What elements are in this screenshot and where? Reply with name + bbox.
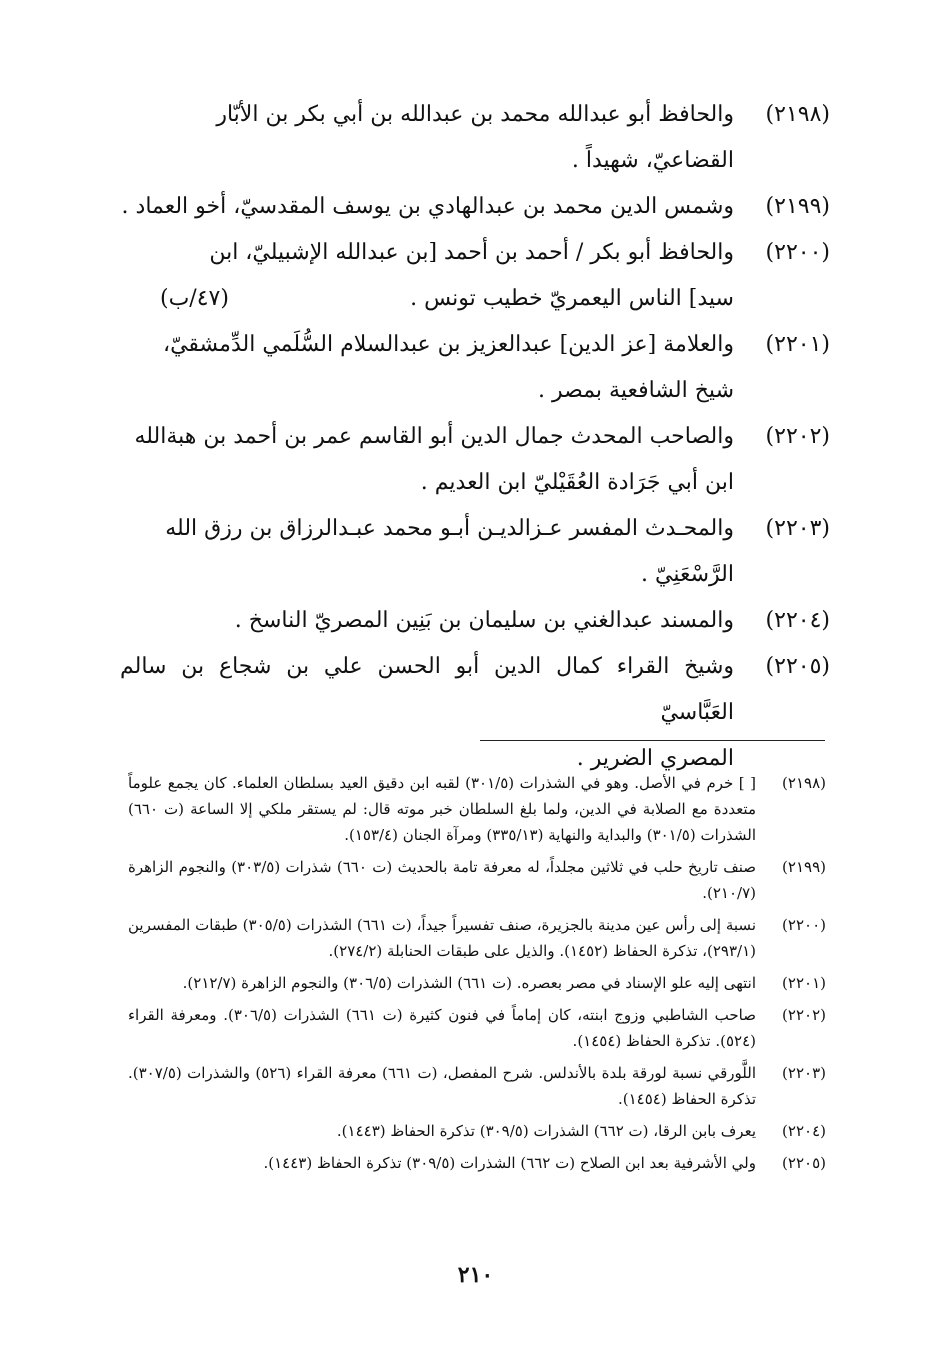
footnote-2202: [128, 1002, 826, 1054]
entry-2201: [120, 322, 830, 414]
footnote-text: صنف تاريخ حلب في ثلاثين مجلداً، له معرفة تامة بالحديث (ت ٦٦٠) شذرات (٣٠٣/٥) والنجوم الزاهرة (٢١٠/٧).: [128, 858, 756, 902]
entry-text: [120, 230, 734, 322]
footnote-text: صاحب الشاطبي وزوج ابنته، كان إماماً في فنون كثيرة (ت ٦٦١) الشذرات (٣٠٦/٥). ومعرفة القراء (٥٢٤). تذكرة الحفاظ (١٤٥٤).: [128, 1006, 756, 1050]
entry-line: الرَّسْعَنِيّ .: [641, 562, 734, 587]
entry-number: (٢١٩٨): [765, 102, 830, 127]
folio-marker: (٤٧/ب): [160, 286, 229, 311]
entry-text: [120, 598, 734, 644]
entry-text: [120, 414, 734, 506]
footnote-2205: [128, 1150, 826, 1176]
entry-line: وشيخ القراء كمال الدين أبو الحسن علي بن شجاع بن سالم العَبَّاسيّ: [120, 654, 735, 725]
entry-line: والصاحب المحدث جمال الدين أبو القاسم عمر بن أحمد بن هبةالله: [134, 424, 734, 449]
entry-number: (٢٢٠٤): [765, 608, 830, 633]
footnote-text: انتهى إليه علو الإسناد في مصر بعصره. (ت ٦٦١) الشذرات (٣٠٦/٥) والنجوم الزاهرة (٢١٢/٧).: [182, 974, 756, 992]
footnote-text: [ ] خرم في الأصل. وهو في الشذرات (٣٠١/٥) لقبه ابن دقيق العيد بسلطان العلماء. كان يجمع علوماً متعددة مع الصلابة في الدين، ولما بلغ السلطان خبر موته قال: لم يستقر ملكي إلا الساعة (ت ٦٦٠) الشذرات (٣٠١/٥) والبداية والنهاية (٣٣٥/١٣) ومرآة الجنان (١٥٣/٤).: [128, 774, 756, 844]
entry-number: (٢٢٠٣): [765, 516, 830, 541]
footnote-number: (٢٢٠٥): [782, 1154, 826, 1172]
footnote-number: (٢٢٠٤): [782, 1122, 826, 1140]
footnote-text: اللَّورقي نسبة لورقة بلدة بالأندلس. شرح المفصل، (ت ٦٦١) معرفة القراء (٥٢٦) والشذرات (٣٠٧/٥). تذكرة الحفاظ (١٤٥٤).: [128, 1064, 756, 1108]
entry-text: [120, 322, 734, 414]
entry-number: (٢١٩٩): [765, 194, 830, 219]
entry-line-with-folio: [120, 276, 734, 322]
footnote-2204: [128, 1118, 826, 1144]
entry-line: سيد] الناس اليعمريّ خطيب تونس .: [410, 286, 734, 311]
entry-text: [120, 506, 734, 598]
entry-line: والمسند عبدالغني بن سليمان بن بَنِين المصريّ الناسخ .: [234, 608, 734, 633]
entry-number: (٢٢٠٥): [765, 654, 830, 679]
main-entries: [120, 92, 830, 782]
entry-line: والحافظ أبو عبدالله محمد بن عبدالله بن أبي بكر بن الأبّار: [216, 102, 734, 127]
footnote-number: (٢١٩٨): [782, 774, 826, 792]
footnote-separator: [480, 740, 825, 741]
entry-line: والمحـدث المفسر عـزالديـن أبـو محمد عبـدالرزاق بن رزق الله: [165, 516, 734, 541]
entry-line: والحافظ أبو بكر / أحمد بن أحمد [بن عبدالله الإشبيليّ، ابن: [209, 240, 734, 265]
entry-2198: [120, 92, 830, 184]
footnote-number: (٢٢٠١): [782, 974, 826, 992]
footnote-2199: [128, 854, 826, 906]
footnote-2203: [128, 1060, 826, 1112]
entry-text: [120, 92, 734, 184]
footnote-number: (٢١٩٩): [782, 858, 826, 876]
footnote-2198: [128, 770, 826, 848]
entry-line: وشمس الدين محمد بن عبدالهادي بن يوسف المقدسيّ، أخو العماد .: [121, 194, 734, 219]
entry-line: شيخ الشافعية بمصر .: [537, 378, 734, 403]
entry-2205: [120, 644, 830, 782]
entry-line: المصري الضرير .: [576, 746, 734, 771]
entry-number: (٢٢٠١): [765, 332, 830, 357]
footnote-2201: [128, 970, 826, 996]
entry-line: والعلامة [عز الدين] عبدالعزيز بن عبدالسلام السُّلَمي الدِّمشقيّ،: [162, 332, 734, 357]
entry-2199: [120, 184, 830, 230]
footnote-text: يعرف بابن الرقا، (ت ٦٦٢) الشذرات (٣٠٩/٥) تذكرة الحفاظ (١٤٤٣).: [336, 1122, 756, 1140]
footnote-2200: [128, 912, 826, 964]
entry-text: [120, 644, 734, 782]
entry-line: ابن أبي جَرَادة العُقَيْليّ ابن العديم .: [420, 470, 734, 495]
footnote-text: نسبة إلى رأس عين مدينة بالجزيرة، صنف تفسيراً جيداً، (ت ٦٦١) الشذرات (٣٠٥/٥) طبقات المفسرين (٢٩٣/١)، تذكرة الحفاظ (١٤٥٢). والذيل على طبقات الحنابلة (٢٧٤/٢).: [128, 916, 756, 960]
footnote-number: (٢٢٠٠): [782, 916, 826, 934]
entry-text: [120, 184, 734, 230]
footnote-number: (٢٢٠٣): [782, 1064, 826, 1082]
entry-2200: [120, 230, 830, 322]
footnotes: [128, 770, 826, 1182]
entry-2202: [120, 414, 830, 506]
page-number: ٢١٠: [457, 1262, 494, 1288]
footnote-number: (٢٢٠٢): [782, 1006, 826, 1024]
entry-number: (٢٢٠٢): [765, 424, 830, 449]
entry-2203: [120, 506, 830, 598]
entry-2204: [120, 598, 830, 644]
footnote-text: ولي الأشرفية بعد ابن الصلاح (ت ٦٦٢) الشذرات (٣٠٩/٥) تذكرة الحفاظ (١٤٤٣).: [263, 1154, 756, 1172]
entry-number: (٢٢٠٠): [765, 240, 830, 265]
entry-line: القضاعيّ، شهيداً .: [571, 148, 734, 173]
